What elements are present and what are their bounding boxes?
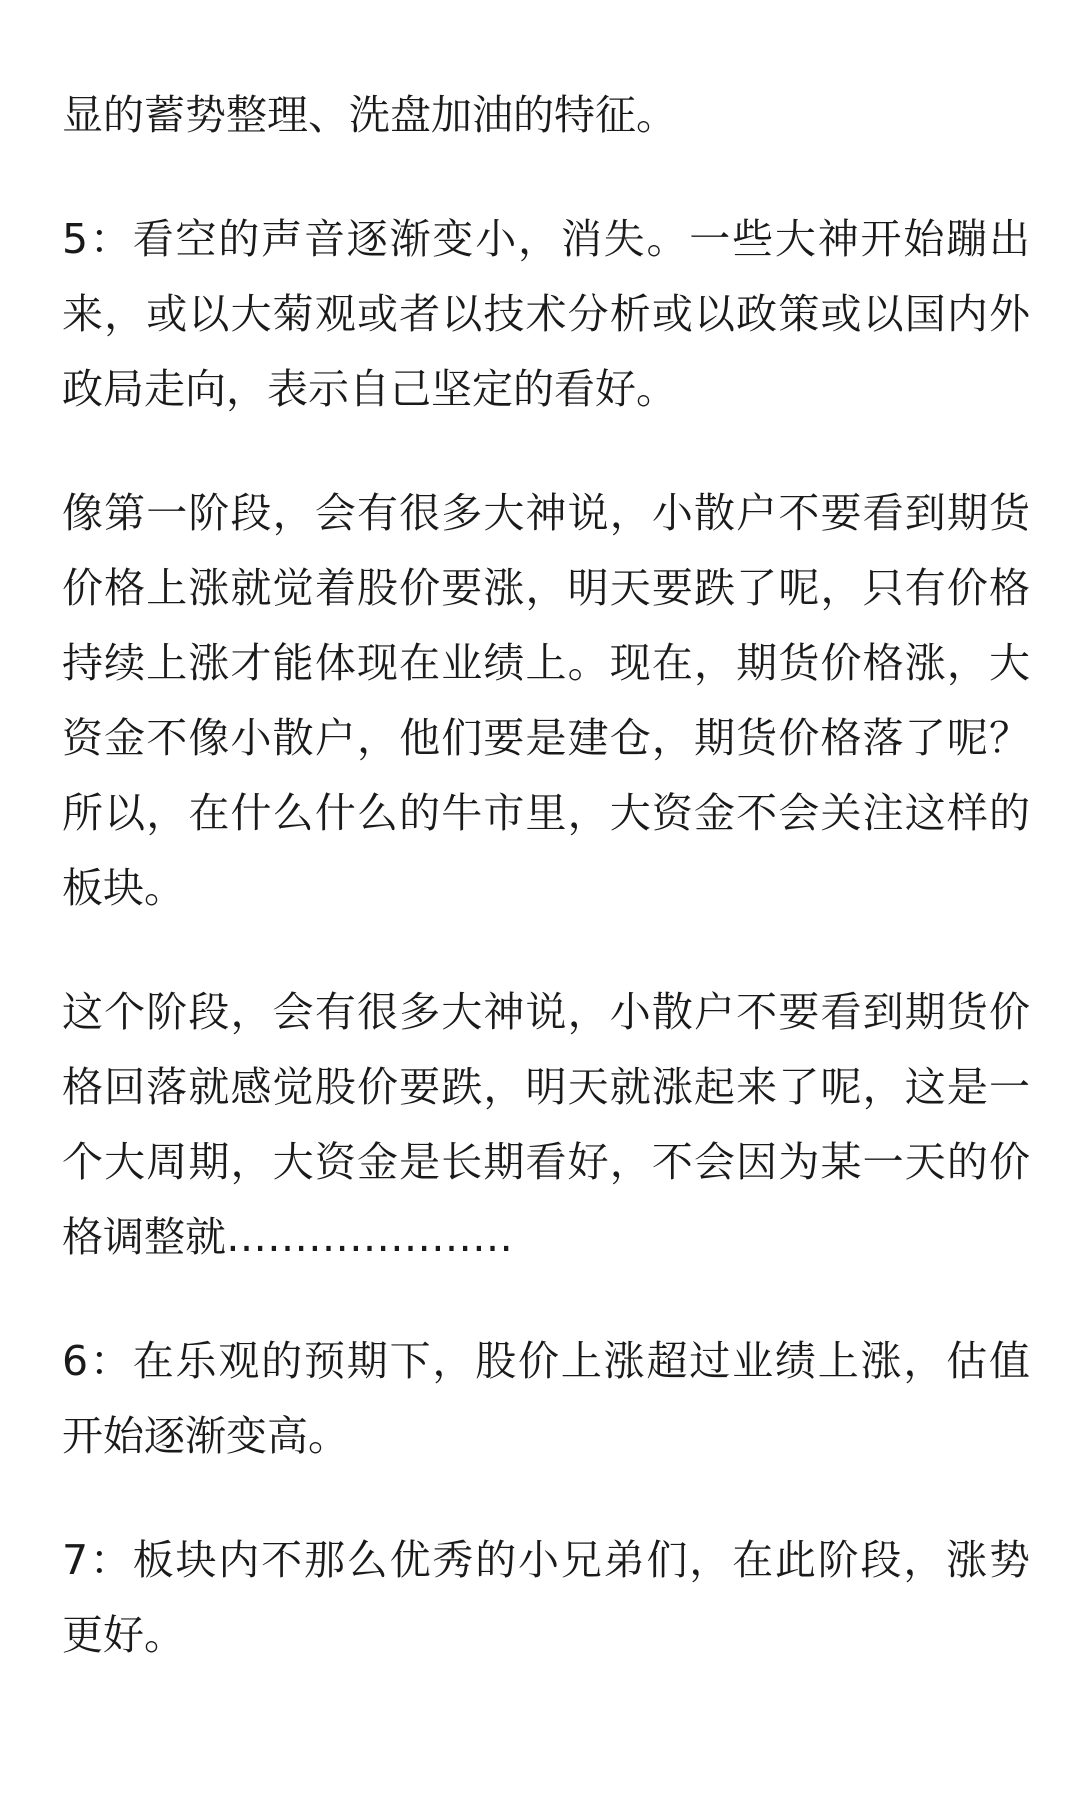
paragraph-4: 这个阶段，会有很多大神说，小散户不要看到期货价格回落就感觉股价要跌，明天就涨起来了呢，这是一个大周期，大资金是长期看好，不会因为某一天的价格调整就…………………	[62, 988, 1030, 1261]
article-body	[62, 78, 1030, 1673]
paragraph-5: 6：在乐观的预期下，股价上涨超过业绩上涨，估值开始逐渐变高。	[62, 1337, 1030, 1460]
paragraph-6: 7：板块内不那么优秀的小兄弟们，在此阶段，涨势更好。	[62, 1536, 1030, 1659]
paragraph-3: 像第一阶段，会有很多大神说，小散户不要看到期货价格上涨就觉着股价要涨，明天要跌了呢，只有价格持续上涨才能体现在业绩上。现在，期货价格涨，大资金不像小散户，他们要是建仓，期货价格落了呢？所以，在什么什么的牛市里，大资金不会关注这样的板块。	[62, 489, 1030, 912]
paragraph-1: 显的蓄势整理、洗盘加油的特征。	[62, 91, 677, 139]
paragraph-2: 5：看空的声音逐渐变小，消失。一些大神开始蹦出来，或以大菊观或者以技术分析或以政策或以国内外政局走向，表示自己坚定的看好。	[62, 215, 1030, 413]
